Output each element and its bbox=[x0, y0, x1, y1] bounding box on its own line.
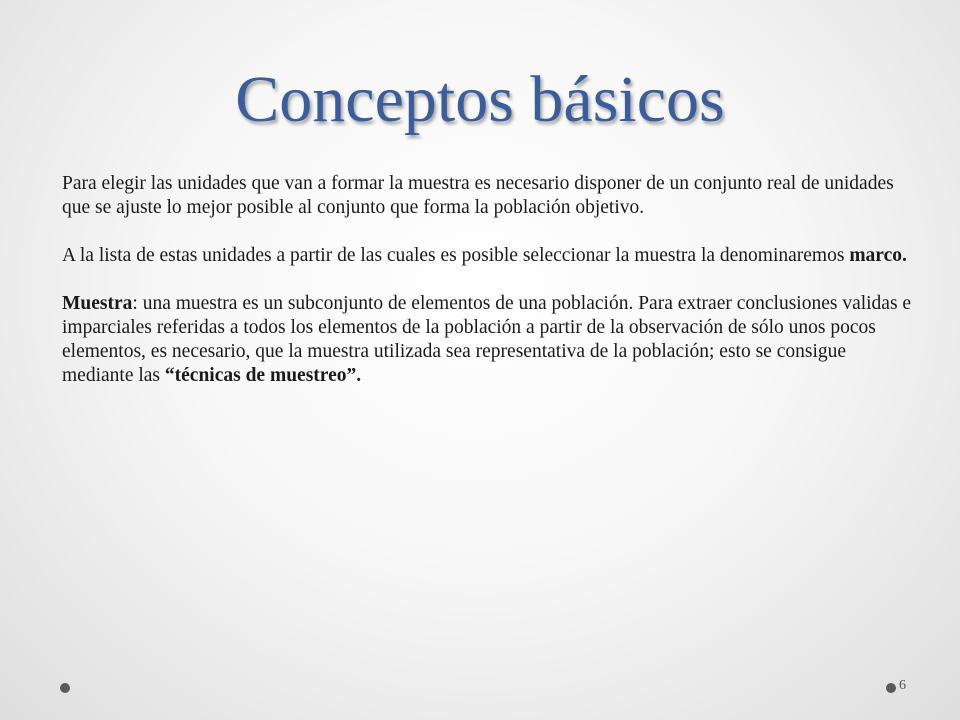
slide-body bbox=[62, 172, 922, 388]
muestra-term: Muestra bbox=[62, 293, 133, 314]
paragraph-marco-intro: Para elegir las unidades que van a formar la muestra es necesario disponer de un conjunto real de unidades que se ajuste lo mejor posible al conjunto que forma la población objetivo. bbox=[62, 173, 894, 218]
footer-dot-right bbox=[886, 683, 896, 693]
marco-term: marco. bbox=[849, 245, 907, 266]
muestra-definition-text: : una muestra es un subconjunto de elementos de una población. Para extraer conclusiones validas e imparciales referidas a todos los elementos de la población a partir de la observación de sólo unos pocos elementos, es necesario, que la muestra utilizada sea representativa de la población; esto se consigue mediante las bbox=[62, 293, 912, 386]
footer-divider bbox=[70, 687, 886, 688]
paragraph-muestra-definition bbox=[62, 292, 922, 388]
tecnicas-muestreo-term: “técnicas de muestreo”. bbox=[164, 365, 362, 386]
paragraph-marco-definition bbox=[62, 244, 922, 268]
paragraph-spacer bbox=[62, 268, 922, 292]
marco-definition-text: A la lista de estas unidades a partir de las cuales es posible seleccionar la muestra la denominaremos bbox=[62, 245, 850, 266]
page-number: 6 bbox=[899, 678, 906, 693]
paragraph-spacer bbox=[62, 220, 922, 244]
footer-dot-left bbox=[60, 683, 70, 693]
slide-title: Conceptos básicos bbox=[235, 63, 725, 136]
